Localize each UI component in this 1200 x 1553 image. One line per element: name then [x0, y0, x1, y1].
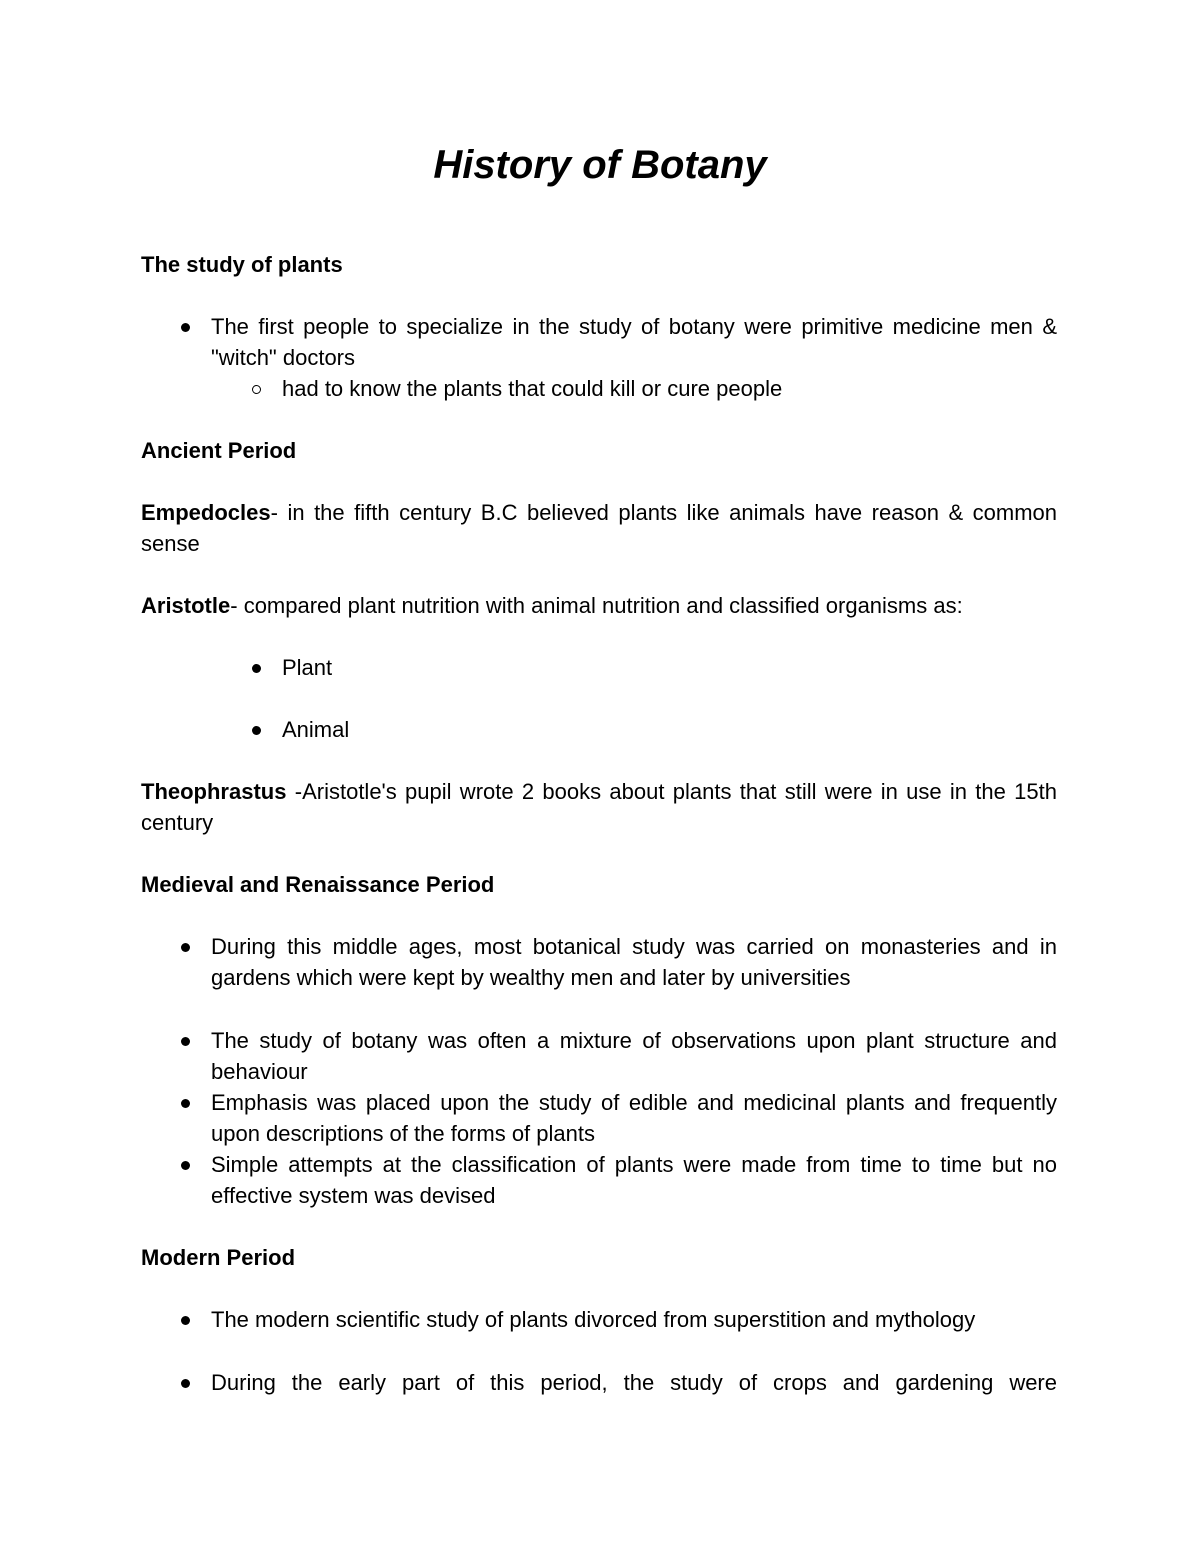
list-item-text: Emphasis was placed upon the study of edible and medicinal plants and frequently upon descriptions of the forms of plants — [211, 1090, 1057, 1146]
list-item-text: The modern scientific study of plants divorced from superstition and mythology — [211, 1307, 976, 1332]
sub-list-item — [282, 373, 1057, 404]
name-empedocles: Empedocles — [141, 500, 271, 525]
paragraph-text: - in the fifth century B.C believed plants like animals have reason & common sense — [141, 500, 1057, 556]
section-heading-ancient-period: Ancient Period — [141, 438, 297, 463]
list-item-text: The study of botany was often a mixture of observations upon plant structure and behaviour — [211, 1028, 1057, 1084]
list-item — [211, 1304, 1057, 1335]
list-item-text: The first people to specialize in the study of botany were primitive medicine men & "witch" doctors — [211, 314, 1057, 370]
section-heading-modern-period: Modern Period — [141, 1245, 296, 1270]
paragraph-text: - compared plant nutrition with animal nutrition and classified organisms as: — [230, 593, 963, 618]
list-item-text: had to know the plants that could kill or cure people — [282, 376, 783, 401]
list-item — [211, 1367, 1057, 1398]
page-title: History of Botany — [433, 143, 767, 187]
list-item — [282, 714, 1057, 745]
bullet-icon — [175, 1149, 195, 1180]
bullet-icon — [175, 931, 195, 962]
bullet-icon — [246, 652, 266, 683]
list-item — [211, 1025, 1057, 1087]
section-heading-medieval-period: Medieval and Renaissance Period — [141, 872, 495, 897]
bullet-icon — [175, 1367, 195, 1398]
bullet-icon — [175, 1087, 195, 1118]
name-theophrastus: Theophrastus — [141, 779, 287, 804]
list-item-text: During this middle ages, most botanical study was carried on monasteries and in gardens which were kept by wealthy men and later by universities — [211, 934, 1057, 990]
list-item — [211, 1087, 1057, 1149]
list-item — [211, 1149, 1057, 1211]
list-item — [211, 931, 1057, 993]
bullet-icon — [246, 714, 266, 745]
list-item-text: Animal — [282, 717, 350, 742]
list-item — [211, 311, 1057, 373]
name-aristotle: Aristotle — [141, 593, 231, 618]
hollow-bullet-icon — [246, 373, 266, 404]
bullet-icon — [175, 1025, 195, 1056]
list-item-text: Plant — [282, 655, 333, 680]
paragraph-aristotle — [141, 590, 1057, 621]
paragraph-theophrastus — [141, 776, 1057, 838]
list-item — [282, 652, 1057, 683]
section-heading-study-of-plants: The study of plants — [141, 252, 343, 277]
bullet-icon — [175, 311, 195, 342]
list-item-text: Simple attempts at the classification of plants were made from time to time but no effective system was devised — [211, 1152, 1057, 1208]
paragraph-empedocles — [141, 497, 1057, 559]
bullet-icon — [175, 1304, 195, 1335]
paragraph-text: -Aristotle's pupil wrote 2 books about plants that still were in use in the 15th century — [141, 779, 1057, 835]
list-item-text: During the early part of this period, the study of crops and gardening were — [211, 1370, 1057, 1395]
